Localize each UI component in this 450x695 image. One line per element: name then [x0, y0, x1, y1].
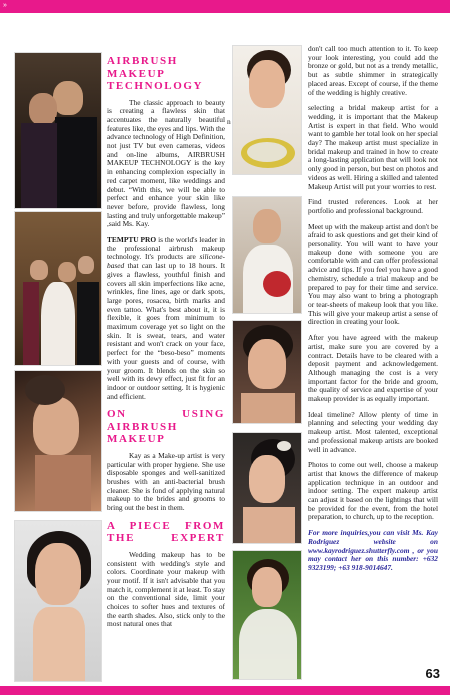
photo-bride-flowers — [232, 45, 302, 175]
right-article-column — [308, 45, 438, 645]
heading-airbrush-makeup-technology: AIRBRUSH MAKEUP TECHNOLOGY — [107, 55, 204, 92]
paragraph-hygiene: Kay as a Make-up artist is very particular with proper hygiene. She use disposable sponges and well-sanitized brushes with an anti-bacterial brush cleaner. She is fond of applying natural makeup to the brides and grooms to bring out the best in them. — [107, 450, 225, 513]
corner-mark: » — [3, 2, 7, 9]
paragraph-airbrush-intro: The classic approach to beauty is creating a flawless skin that accentuates the naturally beautiful features like, the eyes and lips. With the advance technology of High Definition, not just TV but even cameras, videos and on-line albums, AIRBRUSH MAKEUP TECHNOLOGY is the key in enhancing complexion especially in red carpet moment, like weddings and debut. “With this, we will be able to perfect and enhance your skin like never before, provide flawless, long lasting and truly unforgettable makeup” ,said Ms. Kay. — [107, 97, 225, 229]
temptu-pro-label: TEMPTU PRO — [107, 235, 157, 245]
photo-bride-veil — [232, 550, 302, 680]
contact-inquiry: For more inquiries,you can visit Ms. Kay Rodriguez website on www.kayrodriguez.shutterfly.com , or you may contact her on this number: +632 9323199; +63 918-9014647. — [308, 528, 438, 572]
bottom-magenta-band — [0, 686, 450, 695]
paragraph-temptu-pro: TEMPTU PRO is the world's leader in the professional airbrush makeup technology. It's products are silicone-based that can last up to 18 hours. It gives a flawless, youthful finish and covers all skin imperfections like acne, wrinkles, fine lines, age or dark spots, large pores, rosacea, birth marks and even tattoo. What's best about it, it is flexible, it goes from minimum to maximum coverage yet so light on the skin. It is sweat, tears, and water resistant and won't crack on your face, perfect for the “beso-beso” moments with your guests and of course, with your groom. It blends on the skin so well with its dewy effect, just fit for an indoor or outdoor setting. It is hygienic and efficient. — [107, 235, 225, 401]
stray-letter: n — [227, 117, 231, 126]
paragraph-selecting-artist: selecting a bridal makeup artist for a wedding, it is important that the Makeup Artist is expert in that field. Who would want to gamble her total look on her special day? The makeup artist must specialize in bridal makeup and trained in how to create a long-lasting application that will look not only good in person, but best on photos and videos as well. Hiring a skilled and talented Makeup Artist will put your worries to rest. — [308, 103, 438, 191]
silicone-based-term: silicone-based — [107, 252, 225, 271]
photo-couple-suit — [14, 52, 102, 209]
paragraph-meet-artist: Meet up with the makeup artist and don't be afraid to ask questions and get their kind of personality. You will want to have your makeup done with someone you are comfortable with and can offer professional advice and tips. If you feel you have a good chemistry, schedule a trial makeup and be prepared to pay for their time and service. You may also want to bring a photograph or tear-sheets of makeup look that you like. This will give your makeup artist a sense of direction in creating your look. — [308, 221, 438, 327]
heading-on-using-airbrush: ON USING AIRBRUSH MAKEUP — [107, 408, 225, 446]
heading-piece-from-expert: A PIECE FROM THE EXPERT — [107, 519, 225, 545]
photo-bride-closeup — [232, 320, 302, 424]
paragraph-timeline: Ideal timeline? Allow plenty of time in planning and selecting your wedding day makeup artist. Most talented, exceptional and professional makeup artists are booked well in advance. — [308, 409, 438, 454]
photo-wedding-group — [14, 211, 102, 366]
photo-portrait-smiling — [14, 520, 102, 682]
paragraph-references: Find trusted references. Look at her portfolio and professional background. — [308, 197, 438, 215]
photo-bridal-portrait-feathers — [14, 370, 102, 512]
paragraph-contract: After you have agreed with the makeup artist, make sure you are covered by a contract. Details have to be cleared with a deposit payment and acknowledgement. Although managing the cost is a very important factor for the bride and groom, the quality of service and expertise of your makeup provider is as equally important. — [308, 333, 438, 404]
paragraph-metallic-tips: don't call too much attention to it. To keep your look interesting, you could add the bronze or gold, but not as a trendy metallic, but as subtle shimmer in strategically placed areas. Except of course, if the theme of the wedding is highly creative. — [308, 45, 438, 97]
page-number: 63 — [425, 666, 440, 681]
left-article-column — [107, 55, 225, 685]
paragraph-expert-advice: Wedding makeup has to be consistent with wedding's style and colors. Coordinate your makeup with your motif. If it isn't advisable that you match it, complement it at least. To stay on the conventional side, limit your choices to softer hues and textures of the earth shades. Also, stick only to the most natural ones that — [107, 549, 225, 629]
paragraph-lighting: Photos to come out well, choose a makeup artist that knows the difference of makeup application technique in an outdoor and indoor setting. The expert makeup artist can adjust it based on the lightings that will be provided for the event, from the hotel preparation, to church, up to the reception. — [308, 460, 438, 522]
photo-bride-hairpiece — [232, 432, 302, 544]
top-magenta-band — [0, 0, 450, 13]
photo-bride-red-bouquet — [232, 196, 302, 314]
